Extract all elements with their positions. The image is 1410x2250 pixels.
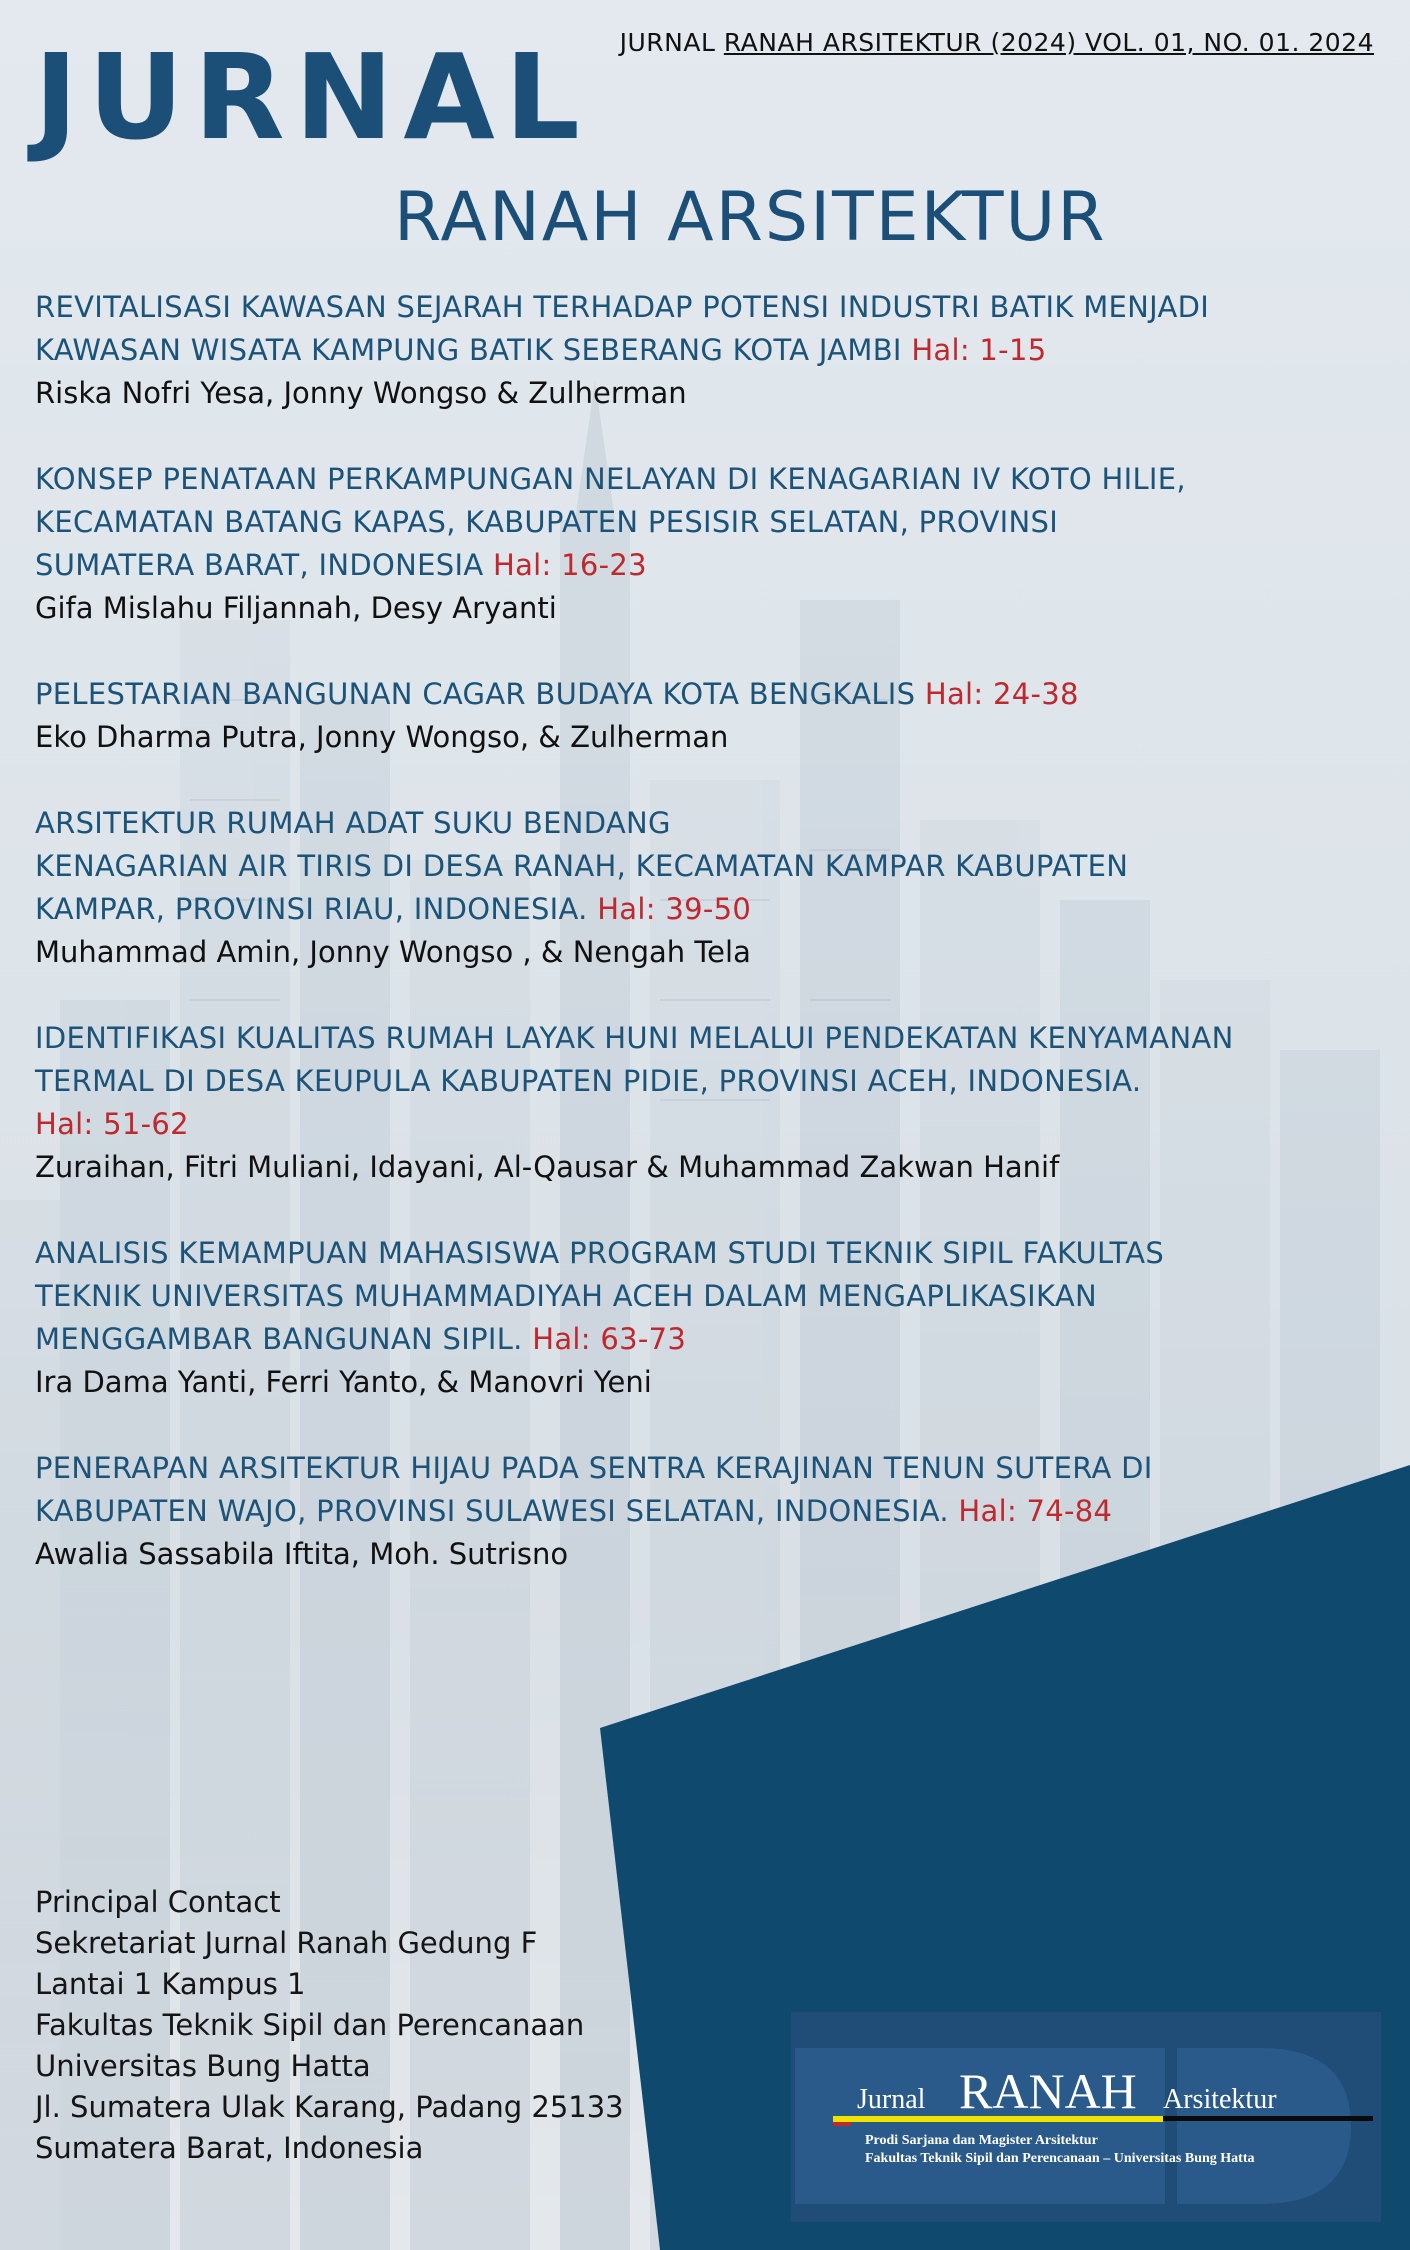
article-entry-3: [35, 673, 1365, 759]
table-of-contents: [35, 286, 1365, 1619]
article-title: ARSITEKTUR RUMAH ADAT SUKU BENDANG KENAGARIAN AIR TIRIS DI DESA RANAH, KECAMATAN KAMPAR KABUPATEN KAMPAR, PROVINSI RIAU, INDONESIA. Hal: 39-50: [35, 806, 1129, 926]
article-authors: Eko Dharma Putra, Jonny Wongso, & Zulherman: [35, 720, 729, 754]
article-authors: Zuraihan, Fitri Muliani, Idayani, Al-Qausar & Muhammad Zakwan Hanif: [35, 1150, 1060, 1184]
article-authors: Gifa Mislahu Filjannah, Desy Aryanti: [35, 591, 557, 625]
contact-line: Lantai 1 Kampus 1: [35, 1967, 306, 2001]
article-entry-6: [35, 1232, 1365, 1404]
logo-line-faculty: Fakultas Teknik Sipil dan Perencanaan – Universitas Bung Hatta: [865, 2151, 1255, 2166]
logo-word-ranah: RANAH: [959, 2063, 1137, 2119]
article-authors: Muhammad Amin, Jonny Wongso , & Nengah Tela: [35, 935, 751, 969]
article-entry-2: [35, 458, 1365, 630]
article-pages: Hal: 74-84: [958, 1494, 1113, 1528]
header-prefix: JURNAL: [619, 28, 716, 57]
article-pages: Hal: 63-73: [532, 1322, 687, 1356]
logo-word-jurnal: Jurnal: [857, 2084, 926, 2115]
article-title: REVITALISASI KAWASAN SEJARAH TERHADAP POTENSI INDUSTRI BATIK MENJADI KAWASAN WISATA KAMPUNG BATIK SEBERANG KOTA JAMBI Hal: 1-15: [35, 290, 1210, 367]
journal-issue-header: [620, 28, 1374, 57]
contact-line: Universitas Bung Hatta: [35, 2049, 371, 2083]
article-entry-5: [35, 1017, 1365, 1189]
article-entry-7: [35, 1447, 1365, 1576]
article-pages: Hal: 51-62: [35, 1107, 189, 1141]
contact-heading: Principal Contact: [35, 1885, 281, 1919]
journal-logo-graphic: [791, 2012, 1381, 2222]
article-pages: Hal: 16-23: [493, 548, 647, 582]
article-authors: Awalia Sassabila Iftita, Moh. Sutrisno: [35, 1537, 569, 1571]
article-title: ANALISIS KEMAMPUAN MAHASISWA PROGRAM STUDI TEKNIK SIPIL FAKULTAS TEKNIK UNIVERSITAS MUHAMMADIYAH ACEH DALAM MENGAPLIKASIKAN MENGGAMBAR BANGUNAN SIPIL. Hal: 63-73: [35, 1236, 1165, 1356]
journal-logo: [791, 2012, 1381, 2222]
contact-line: Fakultas Teknik Sipil dan Perencanaan: [35, 2008, 585, 2042]
article-title: PELESTARIAN BANGUNAN CAGAR BUDAYA KOTA BENGKALIS Hal: 24-38: [35, 677, 1079, 711]
logo-word-arsitektur: Arsitektur: [1163, 2084, 1277, 2115]
article-entry-1: [35, 286, 1365, 415]
contact-line: Sumatera Barat, Indonesia: [35, 2131, 424, 2165]
article-title: IDENTIFIKASI KUALITAS RUMAH LAYAK HUNI MELALUI PENDEKATAN KENYAMANAN TERMAL DI DESA KEUPULA KABUPATEN PIDIE, PROVINSI ACEH, INDONESIA. Hal: 51-62: [35, 1021, 1234, 1141]
article-authors: Ira Dama Yanti, Ferri Yanto, & Manovri Yeni: [35, 1365, 652, 1399]
article-title: KONSEP PENATAAN PERKAMPUNGAN NELAYAN DI KENAGARIAN IV KOTO HILIE, KECAMATAN BATANG KAPAS, KABUPATEN PESISIR SELATAN, PROVINSI SUMATERA BARAT, INDONESIA Hal: 16-23: [35, 462, 1186, 582]
article-pages: Hal: 39-50: [597, 892, 752, 926]
principal-contact: [35, 1882, 624, 2169]
logo-line-program: Prodi Sarjana dan Magister Arsitektur: [865, 2133, 1098, 2148]
article-title: PENERAPAN ARSITEKTUR HIJAU PADA SENTRA KERAJINAN TENUN SUTERA DI KABUPATEN WAJO, PROVINSI SULAWESI SELATAN, INDONESIA. Hal: 74-84: [35, 1451, 1153, 1528]
header-journal-name: RANAH ARSITEKTUR (2024) VOL. 01, NO. 01. 2024: [723, 28, 1374, 57]
contact-line: Jl. Sumatera Ulak Karang, Padang 25133: [35, 2090, 624, 2124]
article-authors: Riska Nofri Yesa, Jonny Wongso & Zulherman: [35, 376, 687, 410]
article-entry-4: [35, 802, 1365, 974]
journal-subtitle: RANAH ARSITEKTUR: [394, 178, 1107, 257]
journal-title: JURNAL: [34, 28, 590, 166]
article-pages: Hal: 1-15: [911, 333, 1047, 367]
contact-line: Sekretariat Jurnal Ranah Gedung F: [35, 1926, 538, 1960]
article-pages: Hal: 24-38: [924, 677, 1079, 711]
